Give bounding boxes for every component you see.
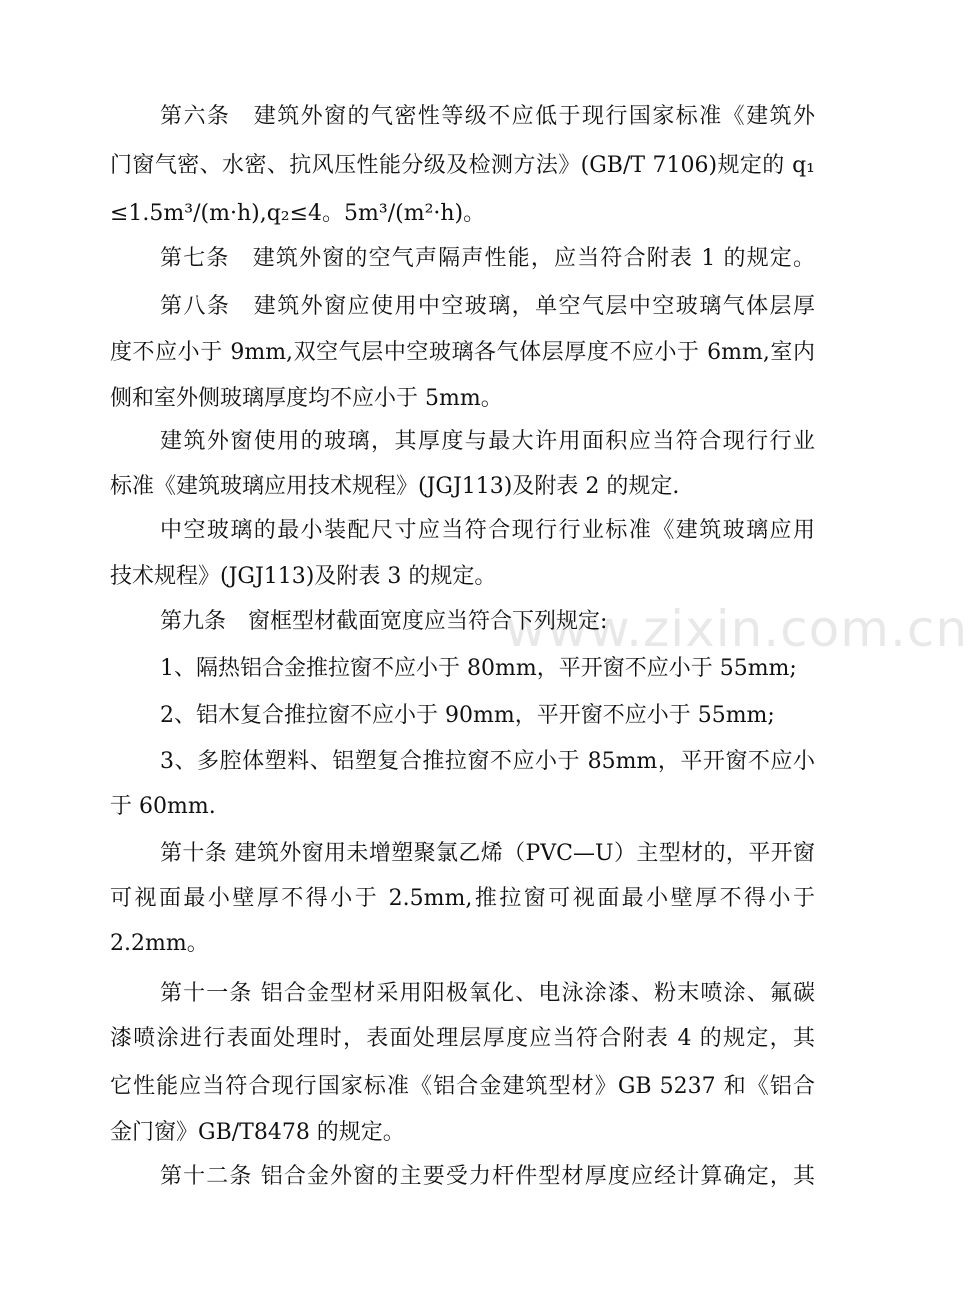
text-line: 2.2mm。 [110, 931, 209, 956]
watermark: www.zixin.com.cn [505, 600, 968, 658]
text-line: 第十条 建筑外窗用未增塑聚氯乙烯（PVC—U）主型材的，平开窗 [160, 841, 815, 866]
text-line: 中空玻璃的最小装配尺寸应当符合现行行业标准《建筑玻璃应用 [160, 518, 815, 543]
text-line: 第六条 建筑外窗的气密性等级不应低于现行国家标准《建筑外 [160, 104, 815, 129]
text-line: 漆喷涂进行表面处理时，表面处理层厚度应当符合附表 4 的规定，其 [110, 1026, 815, 1051]
text-line: 度不应小于 9mm,双空气层中空玻璃各气体层厚度不应小于 6mm,室内 [110, 340, 815, 365]
text-line: 它性能应当符合现行国家标准《铝合金建筑型材》GB 5237 和《铝合 [110, 1074, 815, 1099]
text-line: ≤1.5m³/(m·h),q₂≤4。5m³/(m²·h)。 [110, 201, 486, 226]
list-item: 3、多腔体塑料、铝塑复合推拉窗不应小于 85mm，平开窗不应小 [160, 749, 815, 774]
text-line: 第八条 建筑外窗应使用中空玻璃，单空气层中空玻璃气体层厚 [160, 294, 815, 319]
text-line: 第九条 窗框型材截面宽度应当符合下列规定: [160, 609, 608, 634]
list-item: 2、铝木复合推拉窗不应小于 90mm，平开窗不应小于 55mm; [160, 703, 775, 728]
text-line: 侧和室外侧玻璃厚度均不应小于 5mm。 [110, 386, 503, 411]
text-line: 第十二条 铝合金外窗的主要受力杆件型材厚度应经计算确定，其 [160, 1164, 815, 1189]
text-line: 可视面最小壁厚不得小于 2.5mm,推拉窗可视面最小壁厚不得小于 [110, 886, 815, 911]
text-line: 第十一条 铝合金型材采用阳极氧化、电泳涂漆、粉末喷涂、氟碳 [160, 981, 815, 1006]
text-line: 技术规程》(JGJ113)及附表 3 的规定。 [110, 564, 497, 589]
text-line: 建筑外窗使用的玻璃，其厚度与最大许用面积应当符合现行行业 [160, 429, 815, 454]
text-line: 于 60mm. [110, 794, 216, 819]
text-line: 第七条 建筑外窗的空气声隔声性能，应当符合附表 1 的规定。 [160, 246, 815, 271]
text-line: 标准《建筑玻璃应用技术规程》(JGJ113)及附表 2 的规定. [110, 474, 680, 499]
text-line: 门窗气密、水密、抗风压性能分级及检测方法》(GB/T 7106)规定的 q₁ [110, 153, 815, 178]
list-item: 1、隔热铝合金推拉窗不应小于 80mm，平开窗不应小于 55mm; [160, 656, 797, 681]
text-line: 金门窗》GB/T8478 的规定。 [110, 1120, 405, 1145]
